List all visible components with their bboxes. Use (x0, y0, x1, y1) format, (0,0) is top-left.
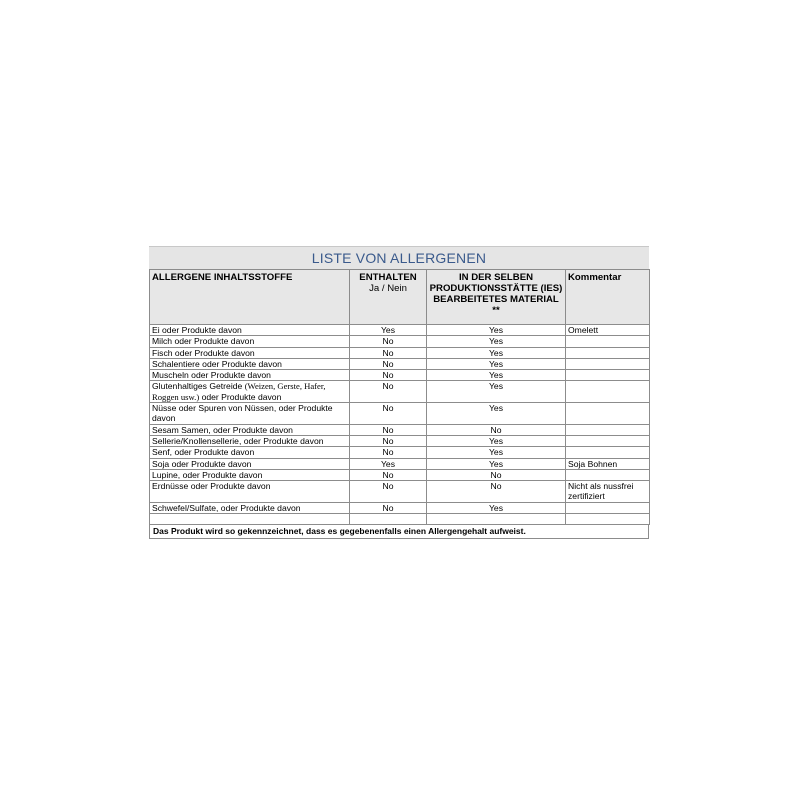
ies-value: No (427, 481, 566, 503)
contains-value: No (350, 370, 427, 381)
comment-value: Soja Bohnen (566, 458, 650, 469)
ies-value: Yes (427, 458, 566, 469)
contains-value: No (350, 424, 427, 435)
table-row (150, 347, 650, 358)
allergen-name-part: oder Produkte davon (201, 391, 282, 402)
ies-value: Yes (427, 502, 566, 513)
allergen-name: Milch oder Produkte davon (150, 336, 350, 347)
ies-value: Yes (427, 336, 566, 347)
contains-value: Yes (350, 325, 427, 336)
ies-value: Yes (427, 370, 566, 381)
allergen-name: Soja oder Produkte davon (150, 458, 350, 469)
table-row (150, 403, 650, 425)
ies-value: Yes (427, 358, 566, 369)
contains-value: No (350, 435, 427, 446)
contains-value: No (350, 502, 427, 513)
header-contains: ENTHALTEN Ja / Nein (350, 270, 427, 325)
comment-value (566, 435, 650, 446)
comment-value (566, 358, 650, 369)
contains-value: No (350, 481, 427, 503)
comment-value (566, 370, 650, 381)
table-row (150, 381, 650, 403)
table-row (150, 458, 650, 469)
comment-value (566, 381, 650, 403)
ies-value: No (427, 469, 566, 480)
contains-value: No (350, 403, 427, 425)
allergen-name: Senf, oder Produkte davon (150, 447, 350, 458)
allergen-name: Sellerie/Knollensellerie, oder Produkte davon (150, 435, 350, 446)
ies-value: No (427, 424, 566, 435)
comment-value (566, 403, 650, 425)
ies-value: Yes (427, 447, 566, 458)
comment-value (566, 469, 650, 480)
allergen-name: Sesam Samen, oder Produkte davon (150, 424, 350, 435)
comment-value (566, 424, 650, 435)
allergen-name: Schwefel/Sulfate, oder Produkte davon (150, 502, 350, 513)
contains-value: No (350, 469, 427, 480)
contains-value: No (350, 347, 427, 358)
ies-value: Yes (427, 435, 566, 446)
ies-value: Yes (427, 403, 566, 425)
header-contains-sub: Ja / Nein (369, 283, 407, 294)
table-row (150, 447, 650, 458)
allergen-name: Erdnüsse oder Produkte davon (150, 481, 350, 503)
ies-value: Yes (427, 325, 566, 336)
table-row (150, 469, 650, 480)
allergen-name-examples: (Weizen, Gerste, Hafer, Roggen usw.) (152, 381, 326, 402)
contains-value: Yes (350, 458, 427, 469)
comment-value: Nicht als nussfrei zertifiziert (566, 481, 650, 503)
header-ies: IN DER SELBEN PRODUKTIONSSTÄTTE (IES) BEARBEITETES MATERIAL ** (427, 270, 566, 325)
contains-value: No (350, 358, 427, 369)
comment-value: Omelett (566, 325, 650, 336)
contains-value: No (350, 381, 427, 403)
allergen-name: Nüsse oder Spuren von Nüssen, oder Produkte davon (150, 403, 350, 425)
table-row (150, 435, 650, 446)
table-title: LISTE VON ALLERGENEN (149, 246, 649, 269)
contains-value: No (350, 336, 427, 347)
table-row (150, 481, 650, 503)
table-row (150, 370, 650, 381)
table-row (150, 336, 650, 347)
ies-value: Yes (427, 381, 566, 403)
allergen-name (150, 381, 350, 403)
comment-value (566, 347, 650, 358)
allergen-document (149, 246, 649, 539)
allergen-name: Schalentiere oder Produkte davon (150, 358, 350, 369)
ies-value: Yes (427, 347, 566, 358)
table-row (150, 358, 650, 369)
empty-row (150, 514, 650, 525)
table-row (150, 325, 650, 336)
allergen-name: Fisch oder Produkte davon (150, 347, 350, 358)
contains-value: No (350, 447, 427, 458)
allergen-name: Ei oder Produkte davon (150, 325, 350, 336)
header-row (150, 270, 650, 325)
allergen-name: Muscheln oder Produkte davon (150, 370, 350, 381)
allergen-name-part: Glutenhaltiges Getreide (152, 381, 243, 392)
table-row (150, 502, 650, 513)
comment-value (566, 502, 650, 513)
comment-value (566, 447, 650, 458)
comment-value (566, 336, 650, 347)
allergen-table (149, 269, 650, 525)
table-row (150, 424, 650, 435)
header-allergens: ALLERGENE INHALTSSTOFFE (150, 270, 350, 325)
allergen-name: Lupine, oder Produkte davon (150, 469, 350, 480)
footer-note: Das Produkt wird so gekennzeichnet, dass es gegebenenfalls einen Allergengehalt aufweist. (149, 525, 649, 539)
header-comment: Kommentar (566, 270, 650, 325)
